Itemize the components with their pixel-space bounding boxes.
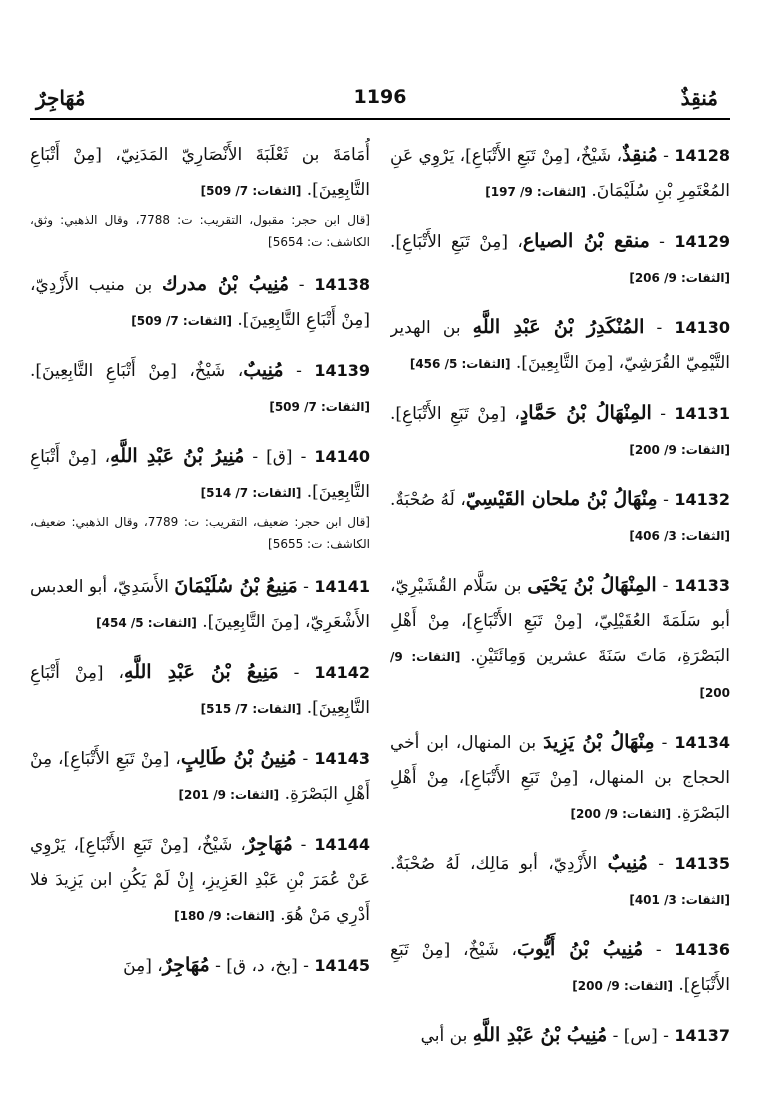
entry: 14132 - مِنْهَالُ بْنُ ملحان القَيْسِيّ، لَهُ صُحْبَةٌ. [الثقات: 3/ 406] xyxy=(390,488,730,543)
entry-number: 14135 xyxy=(674,854,730,873)
entry-ref: [الثقات: 5/ 456] xyxy=(409,357,511,371)
entry: 14135 - مُنِيبٌ الأَزْدِيّ، أبو مَالِك، لَهُ صُحْبَةٌ. [الثقات: 3/ 401] xyxy=(390,852,730,907)
entry-name: مِنْهَالُ بْنُ ملحان القَيْسِيّ xyxy=(465,488,658,510)
entry-ref: [الثقات: 9/ 200] xyxy=(390,650,730,700)
entry-ref: [الثقات: 7/ 509] xyxy=(200,184,302,198)
entry: 14129 - منقع بْنُ الصياع، [مِنْ تَبَعِ الأَتْبَاعِ]. [الثقات: 9/ 206] xyxy=(390,230,730,285)
entry-number: 14143 xyxy=(314,749,370,768)
entry-number: 14132 xyxy=(674,490,730,509)
entry: 14131 - المِنْهَالُ بْنُ حَمَّادٍ، [مِنْ تَبَعِ الأَتْبَاعِ]. [الثقات: 9/ 200] xyxy=(390,402,730,457)
entry-name: مُنِينُ بْنُ طَالِبٍ xyxy=(180,747,297,769)
entry-ref: [الثقات: 7/ 514] xyxy=(200,486,302,500)
entry-body: ، لَهُ صُحْبَةٌ. xyxy=(390,490,466,510)
page-header xyxy=(0,0,758,110)
entry-number: 14139 xyxy=(314,361,370,380)
entry-name: المِنْهَالُ بْنُ يَحْيَى xyxy=(527,574,657,596)
entry-name: مِنْهَالُ بْنُ يَزِيدَ xyxy=(543,731,655,753)
entry-body: ، [مِنَ xyxy=(123,956,163,976)
entry-body: بن الهدير التَّيْمِيّ القُرَشِيّ، [مِنَ التَّابِعِينَ]. xyxy=(390,318,730,373)
entry-number: 14128 xyxy=(674,146,730,165)
entry-note: [قال ابن حجر: مقبول، التقريب: ت: 7788، وقال الذهبي: وثق، الكاشف: ت: 5654] xyxy=(30,213,370,249)
entry-number: 14141 xyxy=(314,577,370,596)
entry-name: مُنِيبُ بْنُ عَبْدِ اللَّهِ xyxy=(472,1024,608,1046)
entry xyxy=(30,138,370,253)
entry-ref: [الثقات: 5/ 454] xyxy=(96,616,197,630)
entry-number: 14130 xyxy=(674,318,730,337)
entry-name: مُهَاجِرٌ xyxy=(245,833,293,855)
entry-body: ، [مِنْ أَتْبَاعِ التَّابِعِينَ]. xyxy=(30,663,370,718)
entry-ref: [الثقات: 9/ 197] xyxy=(485,185,586,199)
entry: 14142 - مَنِيعُ بْنُ عَبْدِ اللَّهِ، [مِنْ أَتْبَاعِ التَّابِعِينَ]. [الثقات: 7/ 515] xyxy=(30,661,370,718)
entry-body: بن منيب الأَزْدِيّ، [مِنْ أَتْبَاعِ التَّابِعِينَ]. xyxy=(30,275,370,330)
entry-prefix: [بخ، د، ق] - xyxy=(209,956,298,976)
entry-ref: [الثقات: 9/ 201] xyxy=(178,788,280,802)
entry-number: 14142 xyxy=(314,663,370,682)
entry-body: ، [مِنْ تَبَعِ الأَتْبَاعِ]. xyxy=(390,232,523,252)
entry-number: 14138 xyxy=(314,275,370,294)
entry-ref: [الثقات: 7/ 509] xyxy=(131,314,232,328)
entry-body: ، [مِنْ أَتْبَاعِ التَّابِعِينَ]. xyxy=(30,447,370,502)
entry-ref: [الثقات: 9/ 200] xyxy=(629,443,730,457)
entry: 14136 - مُنِيبُ بْنُ أَيُّوبَ، شَيْخٌ، [مِنْ تَبَعِ الأَتْبَاعِ]. [الثقات: 9/ 200] xyxy=(390,938,730,995)
entry: 14143 - مُنِينُ بْنُ طَالِبٍ، [مِنْ تَبَعِ الأَتْبَاعِ]، مِنْ أَهْلِ البَصْرَةِ. [الثقات: 9/ 201] xyxy=(30,747,370,804)
entry-number: 14133 xyxy=(674,576,730,595)
entry-prefix: [س] - xyxy=(607,1026,658,1046)
entry-name: مُهَاجِرٌ xyxy=(162,954,210,976)
entry-number: 14129 xyxy=(674,232,730,251)
entry-body: الأَزْدِيّ، أبو مَالِك، لَهُ صُحْبَةٌ. xyxy=(390,854,608,874)
entry-number: 14136 xyxy=(674,940,730,959)
entry-number: 14144 xyxy=(314,835,370,854)
entry-body: ، [مِنْ تَبَعِ الأَتْبَاعِ]، مِنْ أَهْلِ البَصْرَةِ. xyxy=(30,749,370,804)
header-left-word: مُهَاجِرٌ xyxy=(36,86,86,110)
entry-number: 14131 xyxy=(674,404,730,423)
entry: 14138 - مُنِيبُ بْنُ مدرك بن منيب الأَزْدِيّ، [مِنْ أَتْبَاعِ التَّابِعِينَ]. [الثقات: 7/ 509] xyxy=(30,273,370,330)
entry-number: 14145 xyxy=(314,956,370,975)
entry-name: مُنِيبُ بْنُ مدرك xyxy=(162,273,290,295)
entry-name: المُنْكَدِرُ بْنُ عَبْدِ اللَّهِ xyxy=(472,316,645,338)
entry-name: مُنِيبُ بْنُ أَيُّوبَ xyxy=(517,938,644,960)
header-right-word: مُنقِذٌ xyxy=(680,86,718,110)
entry-number: 14134 xyxy=(674,733,730,752)
entry-body: أُمَامَةَ بن ثَعْلَبَةَ الأَنْصَارِيّ المَدَنِيّ، [مِنْ أَتْبَاعِ التَّابِعِينَ]. xyxy=(30,145,370,200)
entry-ref: [الثقات: 7/ 515] xyxy=(200,702,302,716)
entry-ref: [الثقات: 9/ 180] xyxy=(174,909,275,923)
entry: 14140 - [ق] - مُنِيرُ بْنُ عَبْدِ اللَّهِ، [مِنْ أَتْبَاعِ التَّابِعِينَ]. [الثقات: 7/ 514] [قال ابن حجر: ضعيف، التقريب: ت: 7789، وقال الذهبي: ضعيف، الكاشف: ت: 5655] xyxy=(30,439,370,555)
entry-name: المِنْهَالُ بْنُ حَمَّادٍ xyxy=(519,402,652,424)
entry-name: مُنِيبٌ xyxy=(243,359,284,381)
entry-number: 14137 xyxy=(674,1026,730,1045)
entry-body: ، [مِنْ تَبَعِ الأَتْبَاعِ]. xyxy=(390,404,520,424)
entry: 14128 - مُنقِذٌ، شَيْخٌ، [مِنْ تَبَعِ الأَتْبَاعِ]، يَرْوِي عَنِ المُعْتَمِرِ بْنِ سُلَيْمَانَ. [الثقات: 9/ 197] xyxy=(390,144,730,201)
right-column xyxy=(390,138,730,1088)
entry-body: ، شَيْخٌ، [مِنْ أَتْبَاعِ التَّابِعِينَ]. xyxy=(30,361,244,381)
entry-name: مَنِيعُ بْنُ عَبْدِ اللَّهِ xyxy=(124,661,279,683)
entry-body: ، شَيْخٌ، [مِنْ تَبَعِ الأَتْبَاعِ]، يَرْوِي عَنْ عُمَرَ بْنِ عَبْدِ العَزِيزِ، إِنْ لَمْ يَكُنِ ابن يَزِيدَ فلا أَدْرِي مَنْ هُوَ. xyxy=(30,835,370,925)
entry: 14137 - [س] - مُنِيبُ بْنُ عَبْدِ اللَّهِ بن أبي xyxy=(420,1024,730,1046)
entry-name: منقع بْنُ الصياع xyxy=(522,230,650,252)
entry-note: [قال ابن حجر: ضعيف، التقريب: ت: 7789، وقال الذهبي: ضعيف، الكاشف: ت: 5655] xyxy=(30,515,370,551)
entry: 14133 - المِنْهَالُ بْنُ يَحْيَى بن سَلَّام القُشَيْرِيّ، أبو سَلَمَةَ العُقَيْلِيّ، [مِنْ تَبَعِ الأَتْبَاعِ]، مِنْ أَهْلِ البَصْرَةِ، مَاتَ سَنَةَ عشرين وَمِائَتَيْنِ. [الثقات: 9/ 200] xyxy=(390,574,730,700)
entry: 14145 - [بخ، د، ق] - مُهَاجِرٌ، [مِنَ xyxy=(123,954,370,976)
entry-ref: [الثقات: 9/ 200] xyxy=(572,979,673,993)
entry-name: مَنِيعُ بْنُ سُلَيْمَانَ xyxy=(174,575,298,597)
entry-body: بن سَلَّام القُشَيْرِيّ، أبو سَلَمَةَ العُقَيْلِيّ، [مِنْ تَبَعِ الأَتْبَاعِ]، مِنْ أَهْلِ البَصْرَةِ، مَاتَ سَنَةَ عشرين وَمِائَتَيْنِ. xyxy=(390,576,730,666)
entry-name: مُنِيرُ بْنُ عَبْدِ اللَّهِ xyxy=(110,445,245,467)
left-column xyxy=(30,138,370,1088)
entry: 14144 - مُهَاجِرٌ، شَيْخٌ، [مِنْ تَبَعِ الأَتْبَاعِ]، يَرْوِي عَنْ عُمَرَ بْنِ عَبْدِ العَزِيزِ، إِنْ لَمْ يَكُنِ ابن يَزِيدَ فلا أَدْرِي مَنْ هُوَ. [الثقات: 9/ 180] xyxy=(30,833,370,925)
entry-prefix: [ق] - xyxy=(244,447,293,467)
entry: 14139 - مُنِيبٌ، شَيْخٌ، [مِنْ أَتْبَاعِ التَّابِعِينَ]. [الثقات: 7/ 509] xyxy=(30,359,370,414)
entry-body: ، شَيْخٌ، [مِنْ تَبَعِ الأَتْبَاعِ]. xyxy=(390,940,730,995)
entry-ref: [الثقات: 9/ 206] xyxy=(629,271,730,285)
entry-body: ، شَيْخٌ، [مِنْ تَبَعِ الأَتْبَاعِ]، يَرْوِي عَنِ المُعْتَمِرِ بْنِ سُلَيْمَانَ. xyxy=(390,146,730,201)
entry-body: الأَسَدِيّ، أبو العدبس الأَشْعَرِيّ، [مِنَ التَّابِعِينَ]. xyxy=(30,577,370,632)
entry-body: بن أبي xyxy=(420,1026,473,1046)
entry-ref: [الثقات: 9/ 200] xyxy=(570,807,672,821)
entry-name: مُنِيبٌ xyxy=(607,852,648,874)
entry: 14141 - مَنِيعُ بْنُ سُلَيْمَانَ الأَسَدِيّ، أبو العدبس الأَشْعَرِيّ، [مِنَ التَّابِعِينَ]. [الثقات: 5/ 454] xyxy=(30,575,370,632)
entry-body: بن المنهال، ابن أخي الحجاج بن المنهال، [مِنْ تَبَعِ الأَتْبَاعِ]، مِنْ أَهْلِ البَصْرَةِ. xyxy=(390,733,730,823)
entry: 14134 - مِنْهَالُ بْنُ يَزِيدَ بن المنهال، ابن أخي الحجاج بن المنهال، [مِنْ تَبَعِ الأَتْبَاعِ]، مِنْ أَهْلِ البَصْرَةِ. [الثقات: 9/ 200] xyxy=(390,731,730,823)
entry-ref: [الثقات: 7/ 509] xyxy=(269,400,370,414)
entry-number: 14140 xyxy=(314,447,370,466)
page-number: 1196 xyxy=(353,86,407,108)
entry-ref: [الثقات: 3/ 401] xyxy=(629,893,730,907)
entry-name: مُنقِذٌ xyxy=(622,144,658,166)
entry: 14130 - المُنْكَدِرُ بْنُ عَبْدِ اللَّهِ بن الهدير التَّيْمِيّ القُرَشِيّ، [مِنَ التَّابِعِينَ]. [الثقات: 5/ 456] xyxy=(390,316,730,373)
header-rule xyxy=(30,118,730,120)
entry-ref: [الثقات: 3/ 406] xyxy=(629,529,730,543)
